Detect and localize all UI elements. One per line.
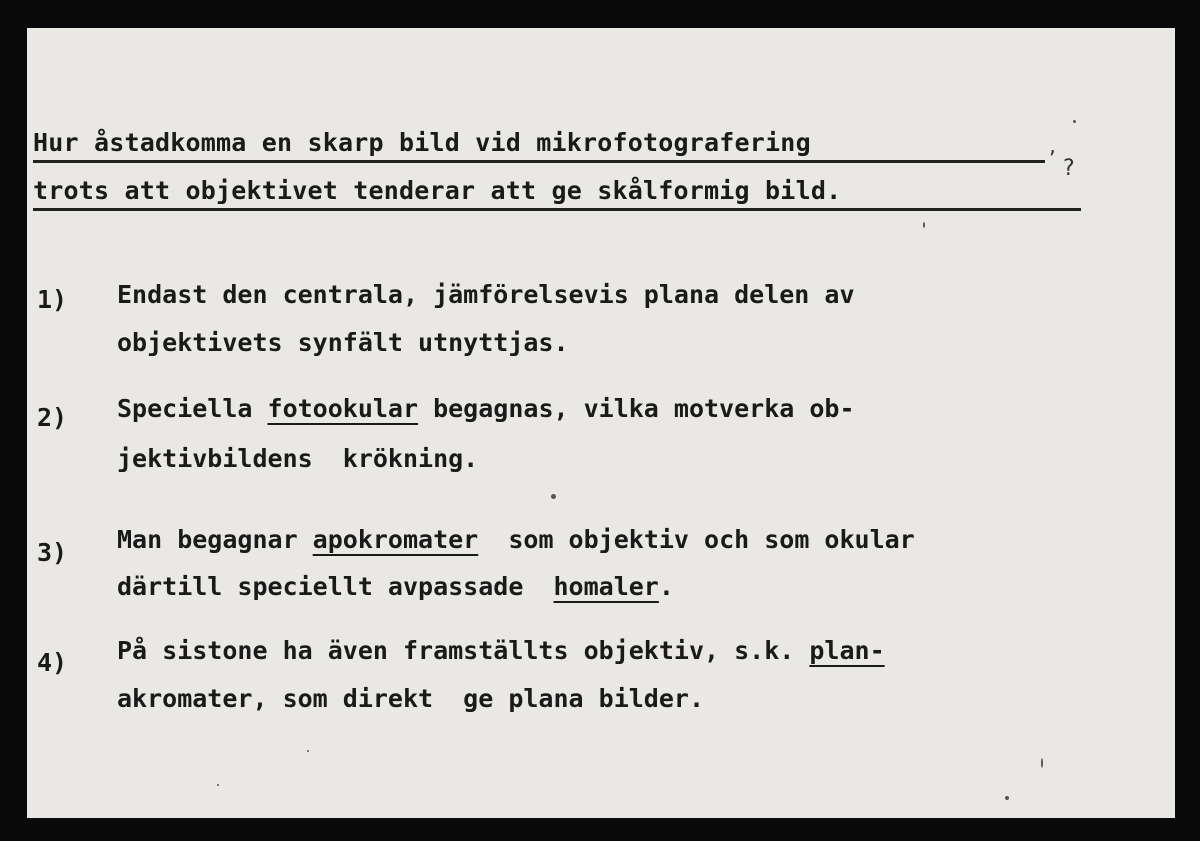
item-2-line-2: jektivbildens krökning. xyxy=(117,444,479,473)
title-line-1: Hur åstadkomma en skarp bild vid mikrofotografering xyxy=(33,128,811,157)
typed-sheet xyxy=(27,28,1175,818)
item-1-line-1: Endast den centrala, jämförelsevis plana delen av xyxy=(117,280,855,309)
item-3-line-2 xyxy=(117,572,674,601)
item-2-line-1 xyxy=(117,394,855,423)
title-underline-2 xyxy=(33,208,1081,211)
item-3-text-c: därtill speciellt avpassade xyxy=(117,572,554,601)
dust-speck xyxy=(217,784,219,786)
item-4-text-a: På sistone ha även framställts objektiv, s.k. xyxy=(117,636,810,665)
title-line-2: trots att objektivet tenderar att ge skålformig bild. xyxy=(33,176,842,205)
item-4-line-1 xyxy=(117,636,885,665)
item-3-underlined-term: apokromater xyxy=(312,525,479,554)
item-3-text-d: . xyxy=(658,572,674,601)
item-3-text-b: som objektiv och som okular xyxy=(478,525,915,554)
title-underline-1 xyxy=(33,160,1045,163)
item-2-text-a: Speciella xyxy=(117,394,268,423)
item-3-text-a: Man begagnar xyxy=(117,525,313,554)
item-3-number: 3) xyxy=(37,538,68,567)
title-comma-mark: , xyxy=(1049,134,1056,159)
item-4-number: 4) xyxy=(37,648,68,677)
item-4-line-2: akromater, som direkt ge plana bilder. xyxy=(117,684,704,713)
dust-speck xyxy=(307,750,309,752)
item-3-underlined-term-2: homaler xyxy=(553,572,659,601)
item-2-text-b: begagnas, vilka motverka ob- xyxy=(418,394,855,423)
dust-speck xyxy=(1005,796,1009,800)
item-4-underlined-term: plan- xyxy=(809,636,885,665)
item-3-line-1 xyxy=(117,525,915,554)
item-2-underlined-term: fotookular xyxy=(267,394,419,423)
item-1-line-2: objektivets synfält utnyttjas. xyxy=(117,328,569,357)
handwritten-question-mark: ? xyxy=(1063,156,1075,181)
dust-speck xyxy=(1073,120,1076,123)
dust-speck xyxy=(923,222,925,228)
item-2-number: 2) xyxy=(37,403,68,432)
dust-speck xyxy=(1041,758,1043,768)
dust-speck xyxy=(551,494,556,499)
item-1-number: 1) xyxy=(37,285,68,314)
